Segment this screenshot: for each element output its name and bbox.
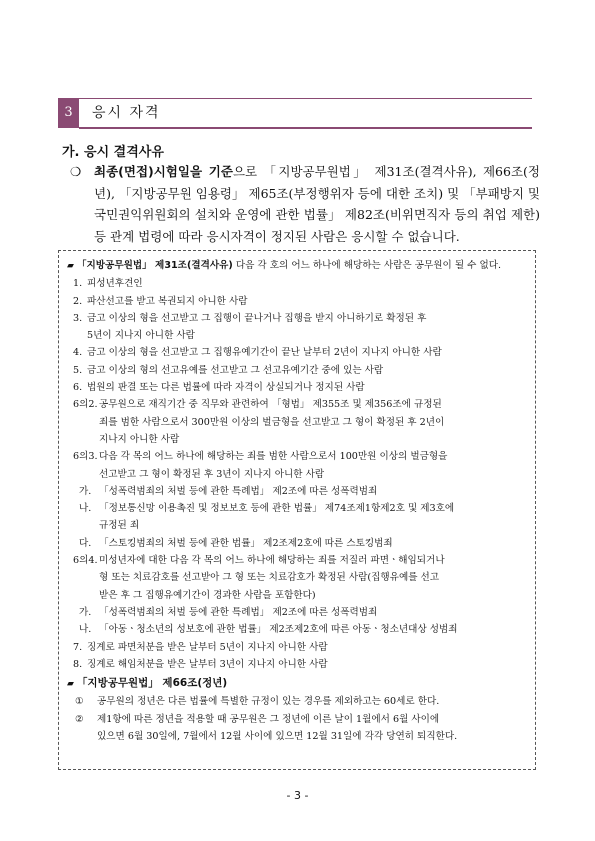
item-text-line: 받은 후 그 집행유예기간이 경과한 사람을 포함한다) <box>99 589 316 601</box>
list-item <box>67 604 529 621</box>
law2-title: 「지방공무원법」 제66조(정년) <box>76 677 228 690</box>
item-text-line: 「성폭력범죄의 처벌 등에 관한 특례법」 제2조에 따른 성폭력범죄 <box>99 485 378 497</box>
list-item <box>67 639 529 656</box>
circle-bullet-icon: ❍ <box>70 164 82 179</box>
item-number: 6의3. <box>73 451 98 463</box>
square-bullet-icon: ▰ <box>67 261 74 271</box>
item-text-line: 징계로 파면처분을 받은 날부터 5년이 지나지 아니한 사람 <box>87 641 328 653</box>
item-text-line: 공무원의 정년은 다른 법률에 특별한 규정이 있는 경우를 제외하고는 60세로 한다. <box>97 696 440 708</box>
square-bullet-icon: ▰ <box>67 679 74 690</box>
item-text-line: 금고 이상의 형의 선고유예를 선고받고 그 선고유예기간 중에 있는 사람 <box>87 364 384 376</box>
law1-desc: 다음 각 호의 어느 하나에 해당하는 사람은 공무원이 될 수 없다. <box>232 260 502 271</box>
list-item <box>67 275 529 292</box>
list-item <box>67 448 529 483</box>
section-rule-bottom <box>79 127 532 129</box>
item-text-line: 징계로 해임처분을 받은 날부터 3년이 지나지 아니한 사람 <box>87 658 328 670</box>
list-item <box>67 500 529 535</box>
subheading: 가. 응시 결격사유 <box>62 145 164 160</box>
item-text-line: 「정보통신망 이용촉진 및 정보보호 등에 관한 법률」 제74조제1항제2호 및 제3호에 <box>99 503 455 515</box>
item-text-line: 공무원으로 재직기간 중 직무와 관련하여 「형법」 제355조 및 제356조에 규정된 <box>99 399 442 411</box>
list-item <box>67 310 529 345</box>
list-item <box>67 362 529 379</box>
item-text-line: 피성년후견인 <box>87 278 143 290</box>
list-item <box>67 552 529 604</box>
law-excerpt-box <box>58 250 536 770</box>
item-text-line: 미성년자에 대한 다음 각 목의 어느 하나에 해당하는 죄를 저질러 파면ㆍ해임되거나 <box>99 555 445 567</box>
list-item <box>67 621 529 638</box>
list-item <box>67 344 529 361</box>
law1-title: 「지방공무원법」 제31조(결격사유) <box>76 260 233 271</box>
intro-paragraph <box>70 161 540 247</box>
item-number: 6. <box>73 382 83 394</box>
law1-item-list <box>67 275 529 673</box>
list-item <box>67 656 529 673</box>
item-text-line: 형 또는 치료감호를 선고받아 그 형 또는 치료감호가 확정된 사람(집행유예를 선고 <box>99 572 440 584</box>
intro-emphasis: 최종(면접)시험일을 기준 <box>94 164 233 179</box>
intro-text: 으로 「지방공무원법」 제31조(결격사유), 제66조(정년), 「지방공무원 임용령」 제65조(부정행위자 등에 대한 조치) 및 「부패방지 및 국민권익위원회의 설치와 운영에 관한 법률」 제82조(비위면직자 등의 취업 제한) 등 관계 법령에 따라 응시자격이 정지된 사람은 응시할 수 없습니다. <box>94 164 540 244</box>
item-number: 2. <box>73 295 83 307</box>
list-item <box>67 711 529 746</box>
item-text-line: 선고받고 그 형이 확정된 후 3년이 지나지 아니한 사람 <box>99 468 325 480</box>
item-number: 3. <box>73 312 83 324</box>
item-number: 1. <box>73 278 83 290</box>
item-number: 4. <box>73 347 83 359</box>
item-number: 나. <box>79 503 92 515</box>
item-text-line: 규정된 죄 <box>99 520 140 532</box>
section-header <box>58 98 532 128</box>
item-number: 8. <box>73 658 83 670</box>
item-text-line: 파산선고를 받고 복권되지 아니한 사람 <box>87 295 248 307</box>
item-number: ② <box>75 713 84 725</box>
list-item <box>67 535 529 552</box>
item-text-line: 지나지 아니한 사람 <box>99 433 180 445</box>
item-text-line: 「성폭력범죄의 처벌 등에 관한 특례법」 제2조에 따른 성폭력범죄 <box>99 606 378 618</box>
item-text-line: 5년이 지나지 아니한 사람 <box>87 330 195 342</box>
item-number: 나. <box>79 624 92 636</box>
list-item <box>67 293 529 310</box>
page-number: - 3 - <box>286 789 309 802</box>
law2-item-list <box>67 693 529 745</box>
list-item <box>67 693 529 710</box>
item-number: 가. <box>79 606 92 618</box>
item-number: 가. <box>79 485 92 497</box>
item-text-line: 금고 이상의 형을 선고받고 그 집행이 끝나거나 집행을 받지 아니하기로 확정된 후 <box>87 312 427 324</box>
law2-heading <box>67 675 529 693</box>
list-item <box>67 396 529 448</box>
item-text-line: 있으면 6월 30일에, 7월에서 12월 사이에 있으면 12월 31일에 각각 당연히 퇴직한다. <box>97 731 458 743</box>
section-number: 3 <box>58 98 79 128</box>
section-title: 응시 자격 <box>92 105 161 121</box>
law1-heading <box>67 257 529 275</box>
item-text-line: 「스토킹범죄의 처벌 등에 관한 법률」 제2조제2호에 따른 스토킹범죄 <box>99 537 393 549</box>
item-number: 5. <box>73 364 83 376</box>
list-item <box>67 483 529 500</box>
item-text-line: 죄를 범한 사람으로서 300만원 이상의 벌금형을 선고받고 그 형이 확정된 후 2년이 <box>99 416 445 428</box>
item-number: 6의4. <box>73 555 98 567</box>
item-number: 다. <box>79 537 92 549</box>
item-text-line: 금고 이상의 형을 선고받고 그 집행유예기간이 끝난 날부터 2년이 지나지 아니한 사람 <box>87 347 442 359</box>
item-number: 7. <box>73 641 83 653</box>
item-text-line: 다음 각 목의 어느 하나에 해당하는 죄를 범한 사람으로서 100만원 이상의 벌금형을 <box>99 451 448 463</box>
item-text-line: 제1항에 따른 정년을 적용할 때 공무원은 그 정년에 이른 날이 1월에서 6월 사이에 <box>97 713 440 725</box>
item-number: ① <box>75 696 84 708</box>
item-number: 6의2. <box>73 399 98 411</box>
item-text-line: 「아동ㆍ청소년의 성보호에 관한 법률」 제2조제2호에 따른 아동ㆍ청소년대상 성범죄 <box>99 624 458 636</box>
list-item <box>67 379 529 396</box>
item-text-line: 법원의 판결 또는 다른 법률에 따라 자격이 상실되거나 정지된 사람 <box>87 382 365 394</box>
